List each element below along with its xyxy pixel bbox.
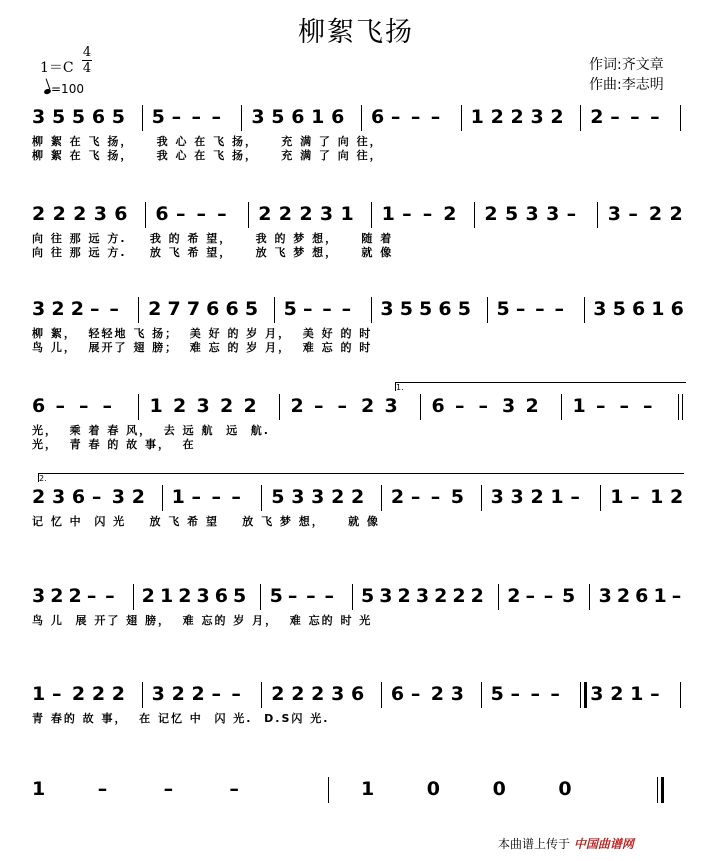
note: 2 bbox=[490, 106, 504, 128]
note: 2 bbox=[550, 106, 564, 128]
dash-note: – bbox=[287, 585, 298, 607]
note: 1 bbox=[550, 486, 564, 508]
dash-note: – bbox=[610, 106, 620, 128]
dash-note: – bbox=[55, 395, 65, 417]
barline bbox=[142, 682, 143, 708]
note: 6 bbox=[291, 106, 305, 128]
barline bbox=[138, 394, 139, 420]
note: 2 bbox=[434, 585, 448, 607]
note: 3 bbox=[415, 585, 430, 607]
lyrics-line bbox=[0, 133, 712, 147]
barline bbox=[597, 202, 598, 228]
dash-note: – bbox=[455, 395, 465, 417]
dash-note: – bbox=[97, 778, 108, 800]
dash-note: – bbox=[90, 298, 100, 320]
note: 2 bbox=[525, 395, 539, 417]
note: 6 bbox=[370, 106, 385, 128]
note: 5 bbox=[71, 106, 86, 128]
dash-note: – bbox=[51, 683, 62, 705]
notes-line bbox=[0, 680, 712, 714]
barline bbox=[261, 485, 262, 511]
note: 2 bbox=[311, 683, 325, 705]
note: 2 bbox=[530, 486, 544, 508]
footer bbox=[498, 835, 634, 852]
notes-line bbox=[0, 103, 712, 137]
time-sig-bottom: 4 bbox=[82, 61, 92, 76]
note: 1 bbox=[32, 778, 46, 800]
note: 7 bbox=[167, 298, 181, 320]
note: 2 bbox=[430, 683, 445, 705]
note: 5 bbox=[111, 106, 125, 128]
note: 0 bbox=[558, 778, 572, 800]
note: 2 bbox=[397, 585, 411, 607]
note: 5 bbox=[562, 585, 576, 607]
dash-note: – bbox=[530, 683, 540, 705]
note: 2 bbox=[32, 203, 46, 225]
barline bbox=[274, 297, 275, 323]
note: 1 bbox=[311, 106, 325, 128]
note: 3 bbox=[311, 486, 325, 508]
lyrics-text: 鸟 儿， 展开了 翅 膀； 难 忘 的 岁 月， 难 忘 的 时 bbox=[32, 341, 373, 354]
dash-note: – bbox=[171, 106, 182, 128]
note: 6 bbox=[431, 395, 445, 417]
lyrics-line bbox=[0, 147, 712, 161]
dash-note: – bbox=[630, 106, 640, 128]
note: 5 bbox=[51, 106, 66, 128]
note: 3 bbox=[384, 395, 398, 417]
note: 3 bbox=[32, 298, 46, 320]
note: 1 bbox=[340, 203, 354, 225]
note: 1 bbox=[361, 778, 375, 800]
barline bbox=[561, 394, 562, 420]
note: 2 bbox=[351, 486, 365, 508]
note: 2 bbox=[148, 298, 162, 320]
note: 3 bbox=[51, 486, 66, 508]
note: 2 bbox=[291, 683, 305, 705]
note: 1 bbox=[171, 486, 185, 508]
note: 2 bbox=[111, 683, 125, 705]
dash-note: – bbox=[109, 298, 119, 320]
dash-note: – bbox=[390, 106, 401, 128]
note: 5 bbox=[496, 298, 510, 320]
tempo-value: =100 bbox=[51, 82, 84, 96]
note: 1 bbox=[572, 395, 586, 417]
dash-note: – bbox=[650, 106, 660, 128]
dash-note: – bbox=[306, 585, 316, 607]
note: 3 bbox=[502, 395, 516, 417]
dash-note: – bbox=[211, 683, 221, 705]
barline bbox=[580, 105, 581, 131]
note: 2 bbox=[73, 203, 87, 225]
dash-note: – bbox=[341, 298, 352, 320]
note: 3 bbox=[530, 106, 544, 128]
barline bbox=[138, 297, 139, 323]
note: 6 bbox=[331, 106, 345, 128]
note: 3 bbox=[319, 203, 334, 225]
note: 5 bbox=[457, 298, 471, 320]
dash-note: – bbox=[402, 203, 412, 225]
barline bbox=[461, 105, 462, 131]
note: 2 bbox=[278, 203, 292, 225]
dash-note: – bbox=[643, 395, 653, 417]
note: 2 bbox=[70, 298, 84, 320]
lyrics-text: 柳 絮， 轻轻地 飞 扬； 美 好 的 岁 月， 美 好 的 时 bbox=[32, 327, 373, 340]
note: 3 bbox=[450, 683, 464, 705]
time-signature bbox=[82, 46, 92, 75]
tempo-mark bbox=[44, 82, 84, 96]
note: 2 bbox=[290, 395, 304, 417]
note: 2 bbox=[361, 395, 375, 417]
composer: 作曲:李志明 bbox=[589, 77, 664, 93]
barline bbox=[381, 682, 382, 708]
note: 1 bbox=[159, 585, 174, 607]
note: 6 bbox=[631, 298, 646, 320]
barline bbox=[420, 394, 421, 420]
barline bbox=[371, 202, 372, 228]
note: 6 bbox=[206, 298, 220, 320]
note: 2 bbox=[51, 298, 65, 320]
barline bbox=[361, 105, 362, 131]
note: 5 bbox=[283, 298, 297, 320]
note: 3 bbox=[590, 683, 604, 705]
note: 5 bbox=[271, 486, 285, 508]
note: 3 bbox=[196, 395, 210, 417]
dash-note: – bbox=[324, 585, 334, 607]
note: 2 bbox=[452, 585, 466, 607]
note: 2 bbox=[590, 106, 604, 128]
dash-note: – bbox=[322, 298, 332, 320]
note: 2 bbox=[271, 683, 285, 705]
note: 2 bbox=[173, 395, 187, 417]
note: 5 bbox=[233, 585, 247, 607]
dash-note: – bbox=[211, 106, 221, 128]
dash-note: – bbox=[86, 585, 97, 607]
note: 2 bbox=[510, 106, 524, 128]
volta-bracket: 1. bbox=[395, 382, 686, 391]
note: 2 bbox=[507, 585, 521, 607]
dash-note: – bbox=[91, 486, 102, 508]
note: 3 bbox=[111, 486, 125, 508]
note: 2 bbox=[670, 486, 684, 508]
note: 6 bbox=[214, 585, 228, 607]
barline bbox=[580, 682, 581, 708]
lyrics-line bbox=[0, 339, 712, 353]
note: 2 bbox=[443, 203, 457, 225]
note: 2 bbox=[390, 486, 405, 508]
lyrics-text: 记 忆 中 闪 光 放 飞 希 望 放 飞 梦 想， 就 像 bbox=[32, 515, 380, 528]
note: 1 bbox=[470, 106, 484, 128]
key-signature: 1＝C bbox=[40, 60, 74, 76]
barline bbox=[352, 584, 353, 610]
note: 6 bbox=[114, 203, 128, 225]
note: 5 bbox=[490, 683, 504, 705]
note: 2 bbox=[141, 585, 155, 607]
lyrics-text: 柳 絮 在 飞 扬， 我 心 在 飞 扬， 充 满 了 向 往， bbox=[32, 135, 383, 148]
note: 2 bbox=[299, 203, 313, 225]
barline bbox=[241, 105, 242, 131]
note: 1 bbox=[653, 585, 667, 607]
lyrics-text: 向 往 那 远 方. 我 的 希 望， 我 的 梦 想， 随 着 bbox=[32, 232, 394, 245]
barline bbox=[657, 777, 658, 803]
notes-line bbox=[0, 295, 712, 329]
note: 2 bbox=[220, 395, 234, 417]
lyrics-line bbox=[0, 422, 712, 436]
lyrics-text: 光， 乘 着 春 风， 去 远 航 远 航. bbox=[32, 424, 270, 437]
dash-note: – bbox=[105, 585, 115, 607]
note: 3 bbox=[32, 106, 46, 128]
volta-bracket: 2. bbox=[38, 473, 684, 482]
note: 6 bbox=[390, 683, 405, 705]
barline bbox=[487, 297, 488, 323]
note: 5 bbox=[244, 298, 259, 320]
dash-note: – bbox=[619, 395, 629, 417]
note: 3 bbox=[291, 486, 305, 508]
notes-line bbox=[0, 200, 712, 234]
note: 2 bbox=[243, 395, 257, 417]
note: 0 bbox=[492, 778, 506, 800]
dash-note: – bbox=[650, 683, 660, 705]
lyrics-text: 光， 青 春 的 故 事， 在 bbox=[32, 438, 196, 451]
note: 1 bbox=[650, 486, 664, 508]
dash-note: – bbox=[229, 778, 239, 800]
note: 5 bbox=[151, 106, 165, 128]
note: 3 bbox=[546, 203, 560, 225]
barline bbox=[381, 485, 382, 511]
note: 3 bbox=[380, 298, 394, 320]
lyrics-line bbox=[0, 230, 712, 244]
page-title: 柳絮飞扬 bbox=[298, 17, 414, 48]
site-logo: 中国曲谱网 bbox=[573, 837, 634, 851]
note: 2 bbox=[484, 203, 498, 225]
lyrics-line bbox=[0, 710, 712, 724]
note: 1 bbox=[32, 683, 46, 705]
lyrics-text: 青 春的 故 事， 在 记忆 中 闪 光. D.S闪 光. bbox=[32, 712, 330, 725]
lyrics-line bbox=[0, 436, 712, 450]
dash-note: – bbox=[596, 395, 606, 417]
note: 6 bbox=[225, 298, 239, 320]
note: 3 bbox=[151, 683, 165, 705]
note: 5 bbox=[450, 486, 464, 508]
dash-note: – bbox=[191, 106, 201, 128]
dash-note: – bbox=[628, 203, 638, 225]
dash-note: – bbox=[554, 298, 565, 320]
note: 6 bbox=[32, 395, 46, 417]
lyrics-text: 柳 絮 在 飞 扬， 我 心 在 飞 扬， 充 满 了 向 往， bbox=[32, 149, 383, 162]
lyrics-text: 鸟 儿 展 开了 翅 膀， 难 忘的 岁 月， 难 忘的 时 光 bbox=[32, 614, 373, 627]
note: 6 bbox=[438, 298, 452, 320]
barline bbox=[371, 297, 372, 323]
note: 5 bbox=[399, 298, 413, 320]
note: 3 bbox=[607, 203, 621, 225]
note: 2 bbox=[610, 683, 624, 705]
lyrics-line bbox=[0, 513, 712, 527]
notes-line bbox=[0, 483, 712, 517]
barline bbox=[589, 584, 590, 610]
note: 2 bbox=[50, 585, 64, 607]
note: 2 bbox=[648, 203, 663, 225]
barline bbox=[584, 682, 587, 708]
note: 5 bbox=[269, 585, 283, 607]
note: 3 bbox=[510, 486, 524, 508]
note: 6 bbox=[155, 203, 169, 225]
barline bbox=[328, 777, 329, 803]
note: 3 bbox=[525, 203, 539, 225]
barline bbox=[661, 777, 664, 803]
note: 1 bbox=[381, 203, 395, 225]
dash-note: – bbox=[79, 395, 89, 417]
note: 2 bbox=[470, 585, 484, 607]
dash-note: – bbox=[535, 298, 545, 320]
dash-note: – bbox=[422, 203, 433, 225]
note: 6 bbox=[71, 486, 86, 508]
note: 2 bbox=[91, 683, 106, 705]
dash-note: – bbox=[515, 298, 526, 320]
note: 2 bbox=[616, 585, 631, 607]
note: 5 bbox=[361, 585, 375, 607]
note: 2 bbox=[258, 203, 272, 225]
notes-line bbox=[0, 775, 712, 809]
footer-text: 本曲谱上传于 bbox=[498, 837, 571, 851]
dash-note: – bbox=[410, 486, 421, 508]
note: 1 bbox=[610, 486, 624, 508]
note: 1 bbox=[149, 395, 163, 417]
note: 6 bbox=[670, 298, 684, 320]
dash-note: – bbox=[191, 486, 201, 508]
dash-note: – bbox=[231, 683, 241, 705]
note: 2 bbox=[178, 585, 192, 607]
dash-note: – bbox=[510, 683, 521, 705]
dash-note: – bbox=[217, 203, 227, 225]
barline bbox=[481, 485, 482, 511]
lyrics-text: 向 往 那 远 方. 放 飞 希 望， 放 飞 梦 想， 就 像 bbox=[32, 246, 394, 259]
barline bbox=[248, 202, 249, 228]
barline bbox=[680, 682, 681, 708]
note: 2 bbox=[191, 683, 205, 705]
barline bbox=[481, 682, 482, 708]
dash-note: – bbox=[570, 486, 580, 508]
note: 6 bbox=[91, 106, 106, 128]
dash-note: – bbox=[102, 395, 112, 417]
barline bbox=[260, 584, 261, 610]
note: 5 bbox=[419, 298, 433, 320]
dash-note: – bbox=[231, 486, 241, 508]
barline bbox=[261, 682, 262, 708]
dash-note: – bbox=[566, 203, 577, 225]
barline bbox=[680, 105, 681, 131]
lyrics-line bbox=[0, 325, 712, 339]
note: 6 bbox=[351, 683, 365, 705]
barline bbox=[279, 394, 280, 420]
note: 3 bbox=[32, 585, 46, 607]
barline bbox=[498, 584, 499, 610]
dash-note: – bbox=[211, 486, 221, 508]
dash-note: – bbox=[163, 778, 174, 800]
barline bbox=[678, 394, 679, 420]
dash-note: – bbox=[337, 395, 347, 417]
dash-note: – bbox=[314, 395, 324, 417]
note: 1 bbox=[630, 683, 644, 705]
dash-note: – bbox=[525, 585, 535, 607]
dash-note: – bbox=[175, 203, 186, 225]
lyrics-line bbox=[0, 244, 712, 258]
note: 3 bbox=[490, 486, 504, 508]
barline bbox=[142, 105, 143, 131]
note: 2 bbox=[171, 683, 185, 705]
note: 5 bbox=[271, 106, 285, 128]
note: 5 bbox=[504, 203, 519, 225]
note: 6 bbox=[635, 585, 649, 607]
barline bbox=[162, 485, 163, 511]
time-sig-top: 4 bbox=[82, 45, 92, 60]
notes-line bbox=[0, 392, 712, 426]
dash-note: – bbox=[478, 395, 488, 417]
dash-note: – bbox=[410, 106, 421, 128]
note: 5 bbox=[612, 298, 626, 320]
dash-note: – bbox=[430, 106, 441, 128]
barline bbox=[682, 394, 683, 420]
note: 7 bbox=[186, 298, 201, 320]
notes-line bbox=[0, 582, 712, 616]
dash-note: – bbox=[302, 298, 313, 320]
barline bbox=[600, 485, 601, 511]
dash-note: – bbox=[671, 585, 682, 607]
note: 3 bbox=[93, 203, 107, 225]
dash-note: – bbox=[410, 683, 421, 705]
note: 2 bbox=[52, 203, 66, 225]
barline bbox=[133, 584, 134, 610]
note: 2 bbox=[669, 203, 683, 225]
note: 3 bbox=[331, 683, 345, 705]
dash-note: – bbox=[630, 486, 640, 508]
note: 3 bbox=[379, 585, 393, 607]
note: 2 bbox=[71, 683, 86, 705]
note: 3 bbox=[598, 585, 612, 607]
dash-note: – bbox=[430, 486, 441, 508]
note: 2 bbox=[331, 486, 345, 508]
credits bbox=[589, 55, 664, 95]
note: 3 bbox=[196, 585, 210, 607]
barline bbox=[145, 202, 146, 228]
dash-note: – bbox=[550, 683, 560, 705]
lyrics-line bbox=[0, 612, 712, 626]
note: 3 bbox=[251, 106, 265, 128]
note: 1 bbox=[651, 298, 665, 320]
note: 0 bbox=[426, 778, 441, 800]
dash-note: – bbox=[543, 585, 554, 607]
note: 2 bbox=[32, 486, 46, 508]
note: 2 bbox=[68, 585, 82, 607]
note: 3 bbox=[593, 298, 607, 320]
dash-note: – bbox=[196, 203, 206, 225]
note: 2 bbox=[131, 486, 145, 508]
barline bbox=[474, 202, 475, 228]
lyricist: 作词:齐文章 bbox=[589, 57, 664, 73]
barline bbox=[584, 297, 585, 323]
